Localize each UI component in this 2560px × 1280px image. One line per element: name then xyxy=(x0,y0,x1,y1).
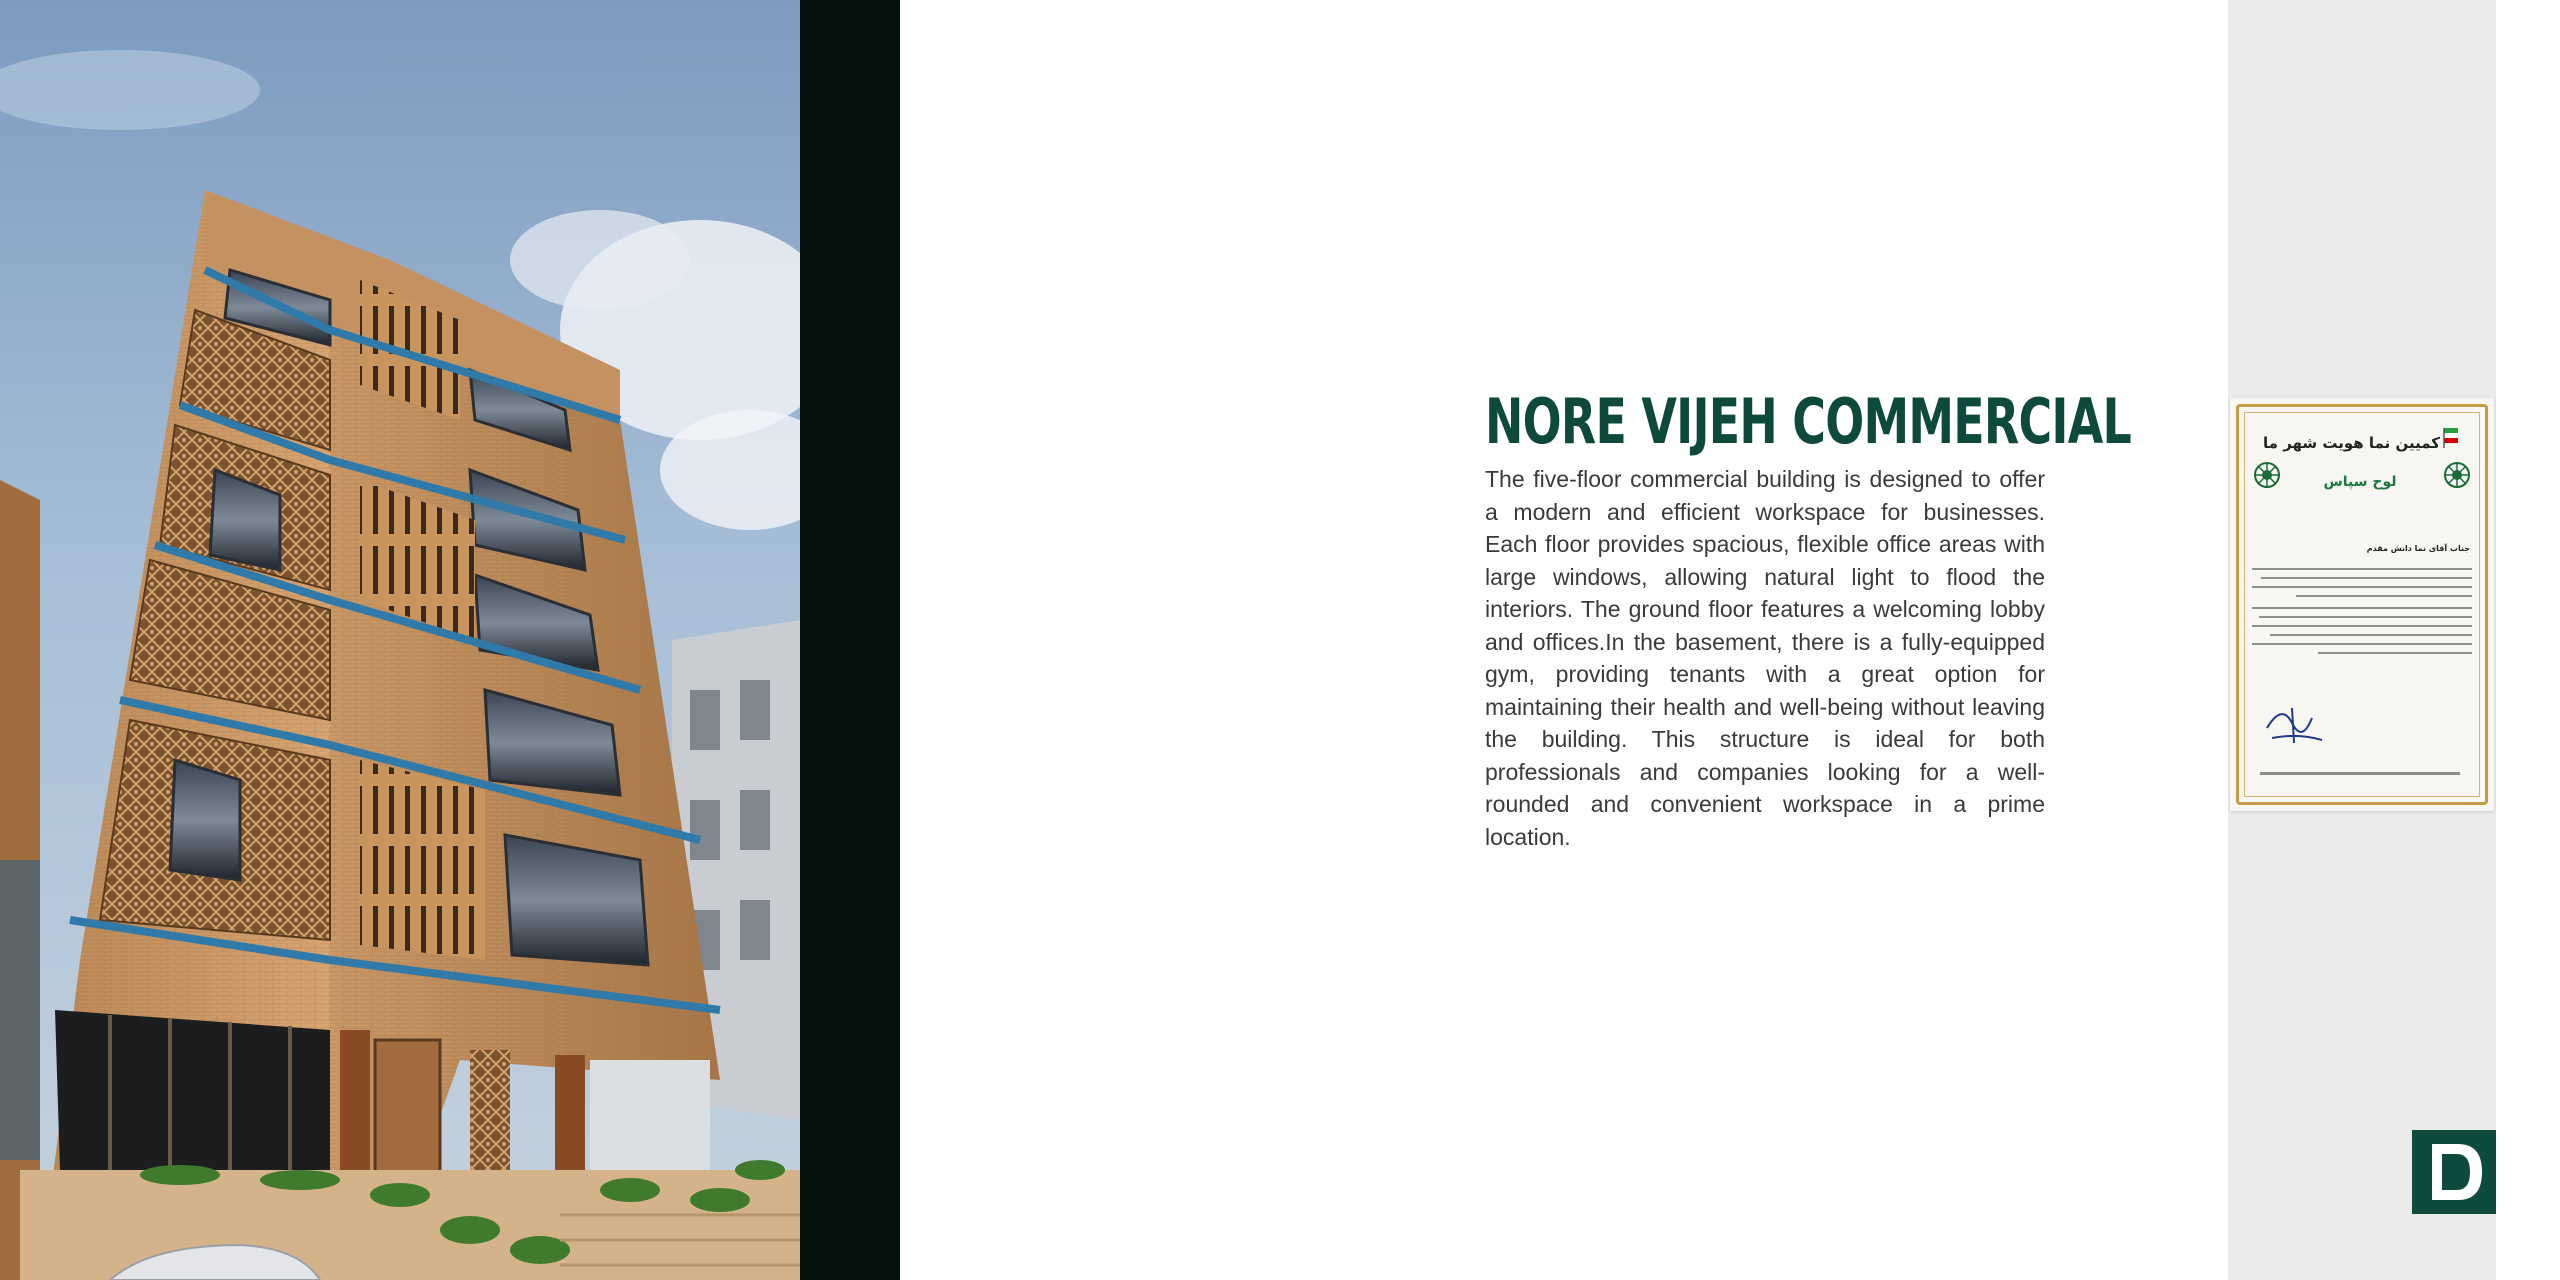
municipal-emblem-icon xyxy=(2252,460,2282,490)
certificate-image xyxy=(2230,398,2494,811)
building-rendering xyxy=(0,0,800,1280)
certificate-footer xyxy=(2260,772,2460,775)
dark-divider-band xyxy=(800,0,900,1280)
flag-icon xyxy=(2442,426,2462,448)
project-description: The five-floor commercial building is designed to offer a modern and efficient workspace for businesses. Each floor provides spacious, flexible office areas with large windows, allowing natural light to flood the interiors. The ground floor features a welcoming lobby and offices.In the basement, there is a fully-equipped gym, providing tenants with a great option for maintaining their health and well-being without leaving the building. This structure is ideal for both professionals and companies looking for a well-rounded and convenient workspace in a prime location. xyxy=(1485,466,2045,850)
d-monogram-logo xyxy=(2412,1130,2496,1214)
signature xyxy=(2262,698,2332,748)
certificate-addressee: جناب آقای نما دانش مقدم xyxy=(2366,544,2470,553)
certificate-heading: کمیین نما هویت شهر ما xyxy=(2263,434,2440,452)
certificate-body-text xyxy=(2252,568,2472,661)
municipal-emblem-icon xyxy=(2442,460,2472,490)
certificate-subheading: لوح سپاس xyxy=(2323,474,2397,490)
project-title: NORE VIJEH COMMERCIAL xyxy=(1485,385,2132,458)
